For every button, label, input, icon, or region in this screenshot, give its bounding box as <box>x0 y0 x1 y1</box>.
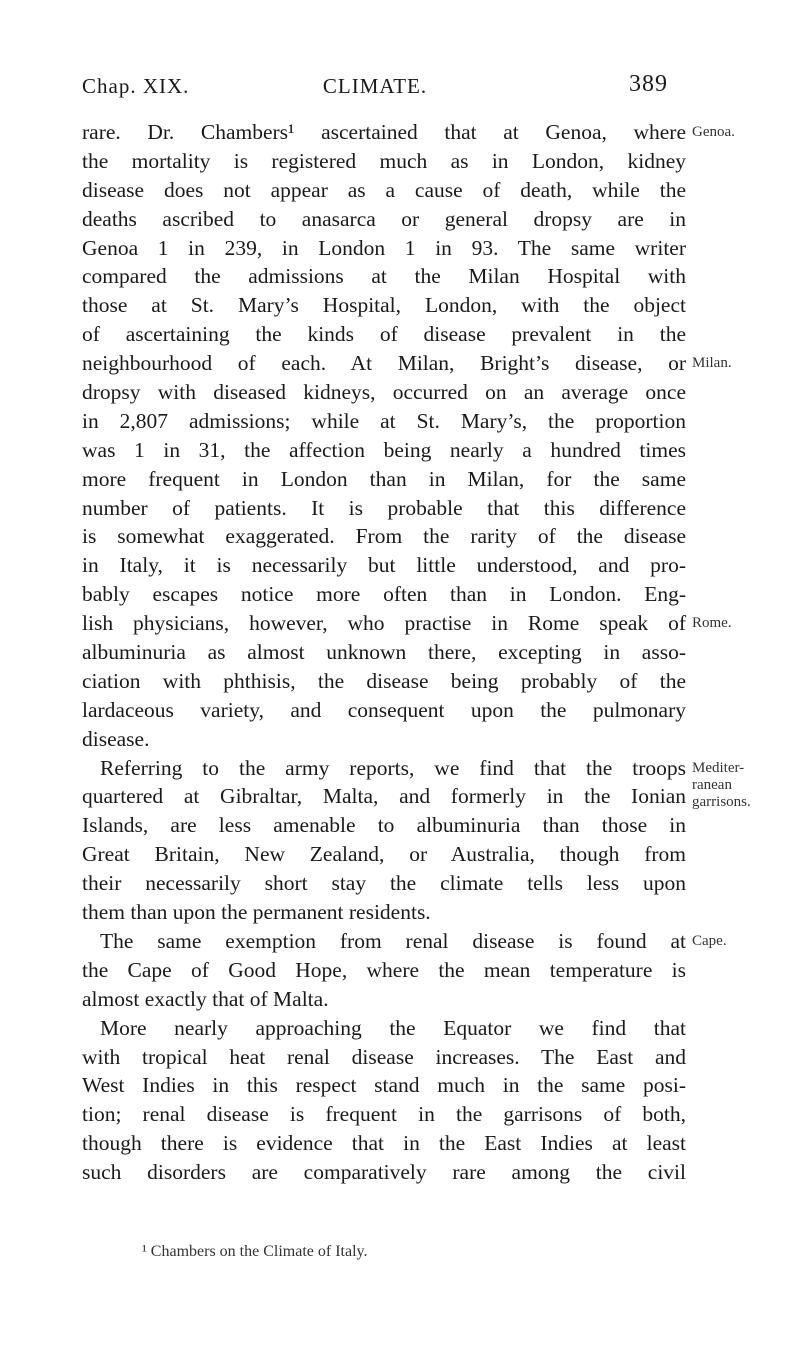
text-line: those at St. Mary’s Hospital, London, with the object <box>82 293 686 318</box>
text-line: disease does not appear as a cause of death, while the <box>82 177 686 202</box>
text-line: More nearly approaching the Equator we find that <box>100 1015 686 1040</box>
margin-note: garrisons. <box>692 794 751 811</box>
margin-note: Milan. <box>692 355 732 372</box>
footnote: ¹ Chambers on the Climate of Italy. <box>142 1243 368 1260</box>
text-line: quartered at Gibraltar, Malta, and formerly in the Ionian <box>82 784 686 809</box>
chapter-label: Chap. XIX. <box>82 74 190 98</box>
text-line: Genoa 1 in 239, in London 1 in 93. The same writer <box>82 235 686 260</box>
text-line: disease. <box>82 726 150 751</box>
text-line: in Italy, it is necessarily but little understood, and pro- <box>82 553 686 578</box>
text-line: Islands, are less amenable to albuminuria than those in <box>82 813 686 838</box>
text-line: deaths ascribed to anasarca or general dropsy are in <box>82 206 686 231</box>
margin-note: Cape. <box>692 933 727 950</box>
running-head <box>82 71 668 104</box>
section-title: CLIMATE. <box>322 74 428 98</box>
text-line: rare. Dr. Chambers¹ ascertained that at Genoa, where <box>82 120 686 144</box>
text-line: lish physicians, however, who practise in Rome speak of <box>82 611 686 636</box>
text-line: neighbourhood of each. At Milan, Bright’s disease, or <box>82 351 686 376</box>
text-line: with tropical heat renal disease increases. The East and <box>82 1044 686 1069</box>
text-line: number of patients. It is probable that this difference <box>82 495 686 520</box>
text-line: bably escapes notice more often than in London. Eng- <box>82 582 686 607</box>
text-line: was 1 in 31, the affection being nearly a hundred times <box>82 437 686 462</box>
text-line: in 2,807 admissions; while at St. Mary’s, the proportion <box>82 408 686 433</box>
text-line: West Indies in this respect stand much in the same posi- <box>82 1073 686 1098</box>
text-line: ciation with phthisis, the disease being probably of the <box>82 668 686 693</box>
text-line: tion; renal disease is frequent in the garrisons of both, <box>82 1102 686 1127</box>
margin-note: Rome. <box>692 615 732 632</box>
text-line: compared the admissions at the Milan Hospital with <box>82 264 686 289</box>
page-number: 389 <box>629 71 668 97</box>
text-line: dropsy with diseased kidneys, occurred on an average once <box>82 380 686 405</box>
text-line: Referring to the army reports, we find that the troops <box>100 755 686 780</box>
text-line: their necessarily short stay the climate tells less upon <box>82 871 686 896</box>
margin-note: Genoa. <box>692 124 735 140</box>
body-text <box>82 118 686 1187</box>
text-line: them than upon the permanent residents. <box>82 900 431 925</box>
text-line: lardaceous variety, and consequent upon the pulmonary <box>82 697 686 722</box>
text-line: of ascertaining the kinds of disease prevalent in the <box>82 322 686 347</box>
text-line: more frequent in London than in Milan, for the same <box>82 466 686 491</box>
text-line: Great Britain, New Zealand, or Australia, though from <box>82 842 686 867</box>
text-line: the Cape of Good Hope, where the mean temperature is <box>82 957 686 982</box>
text-line: the mortality is registered much as in London, kidney <box>82 148 686 173</box>
margin-note: ranean <box>692 777 732 794</box>
text-line: though there is evidence that in the East Indies at least <box>82 1131 686 1156</box>
text-line: almost exactly that of Malta. <box>82 986 329 1011</box>
text-line: is somewhat exaggerated. From the rarity of the disease <box>82 524 686 549</box>
margin-note: Mediter- <box>692 759 745 776</box>
text-line: albuminuria as almost unknown there, excepting in asso- <box>82 640 686 665</box>
text-line: such disorders are comparatively rare among the civil <box>82 1160 686 1185</box>
text-line: The same exemption from renal disease is found at <box>100 928 686 953</box>
